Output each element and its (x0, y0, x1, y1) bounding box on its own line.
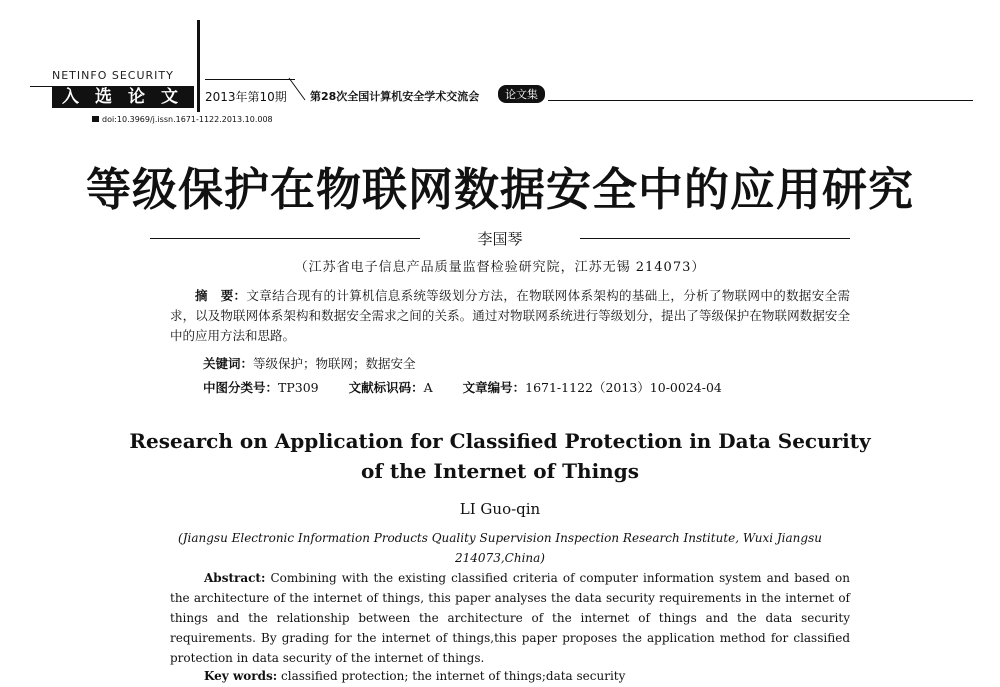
collection-badge: 论文集 (498, 85, 545, 103)
abstract-text-cn: 文章结合现有的计算机信息系统等级划分方法，在物联网体系架构的基础上，分析了物联网中的数据安全需求，以及物联网体系架构和数据安全需求之间的关系。通过对物联网系统进行等级划分，提出了等级保护在物联网数据安全中的应用方法和思路。 (170, 288, 850, 343)
keywords-label-cn: 关键词： (203, 356, 254, 371)
section-label: 入选论文 (52, 86, 194, 108)
author-en: LI Guo-qin (459, 500, 541, 518)
header-long-rule (548, 100, 973, 101)
paper-title-cn: 等级保护在物联网数据安全中的应用研究 (85, 163, 914, 216)
author-cn: 李国琴 (477, 230, 523, 248)
author-rule-right (580, 238, 850, 239)
affiliation-en-line1: (Jiangsu Electronic Information Products Quality Supervision Inspection Research Institute, Wuxi Jiangsu (178, 531, 822, 545)
doi-link[interactable]: doi:10.3969/j.issn.1671-1122.2013.10.008 (102, 115, 273, 124)
conference-label: 第28次全国计算机安全学术交流会 (310, 90, 480, 103)
keywords-cn (203, 354, 416, 372)
abstract-text-en: Combining with the existing classified criteria of computer information system and based on the architecture of the internet of things, this paper analyses the data security requirements in the internet of things and the relationship between the architecture of the internet of things and the data security requirements. By grading for the internet of things,this paper proposes the application method for classified protection in data security of the internet of things. (170, 571, 850, 665)
article-no-value: 1671-1122（2013）10-0024-04 (525, 380, 722, 395)
issue-label: 2013年第10期 (205, 90, 287, 104)
header-top-rule (205, 79, 295, 80)
abstract-en (170, 568, 850, 668)
keywords-label-en: Key words: (204, 669, 278, 683)
affiliation-en (0, 528, 1000, 568)
article-no-label: 文章编号： (462, 380, 526, 395)
header-vertical-rule (197, 20, 200, 112)
affiliation-en-line2: 214073,China) (455, 551, 545, 565)
classification-row (203, 378, 722, 396)
paper-title-en-line2: of the Internet of Things (361, 459, 639, 483)
keywords-text-en: classified protection; the internet of things;data security (281, 669, 626, 683)
doi-bullet-icon (92, 116, 99, 122)
clc-value: TP309 (278, 380, 319, 395)
abstract-cn (170, 286, 850, 346)
keywords-text-cn: 等级保护；物联网；数据安全 (253, 356, 416, 371)
doc-code-label: 文献标识码： (348, 380, 424, 395)
paper-title-en-line1: Research on Application for Classified Protection in Data Security (129, 429, 871, 453)
journal-brand: NETINFO SECURITY (52, 69, 174, 82)
keywords-en (204, 669, 625, 683)
author-row-cn (150, 228, 850, 248)
abstract-label-en: Abstract: (204, 571, 266, 585)
slash-divider (287, 74, 307, 102)
abstract-label-cn: 摘 要： (195, 288, 247, 303)
doc-code-value: A (423, 380, 433, 395)
clc-label: 中图分类号： (203, 380, 279, 395)
affiliation-cn: （江苏省电子信息产品质量监督检验研究院，江苏无锡 214073） (294, 260, 706, 275)
paper-title-en (0, 426, 1000, 486)
